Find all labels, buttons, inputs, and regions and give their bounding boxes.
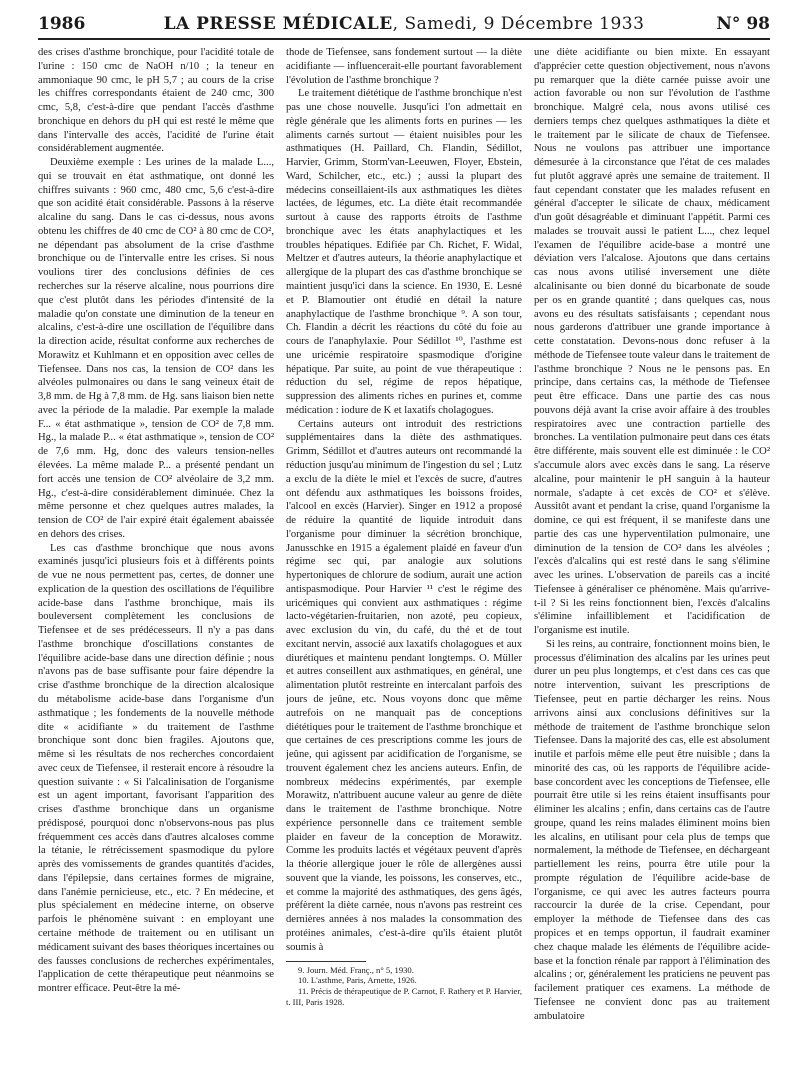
paragraph: Les cas d'asthme bronchique que nous avons examinés jusqu'ici plusieurs fois et à différents points de vue ne nous permettent pas, certes, de donner une explication de la question des oscillations de l'équilibre acide-base dans l'asthme bronchique, mais ils bouleversent complètement les conclusions de Tiefensee et de ses prédécesseurs. Il n'y a pas dans l'asthme bronchique d'oscillations constantes de l'équilibre acide-base dans une direction définie ; nous n'avons pas de base suffisante pour faire dépendre la crise d'asthme bronchique de la direction alcalosique du métabolisme acide-base dans l'organisme d'un asthmatique ; les fondements de la nouvelle méthode dite « acidifiante » du traitement de l'asthme bronchique sont donc bien fragiles. Ajoutons que, même si les résultats de nos recherches concordaient avec ceux de Tiefensee, il resterait encore à résoudre la question suivante : « Si l'alcalinisation de l'organisme est un agent important, favorisant l'apparition des crises d'asthme bronchique dans un organisme prédisposé, pourquoi donc n'observons-nous pas plus fréquemment ces accès dans d'autres alcaloses comme la tétanie, le rétrécissement spasmodique du pylore après des vomissements de grandes quantités d'acides, dans l'épilepsie, dans certaines formes de migraine, dans l'anémie pernicieuse, etc., etc. ? En médecine, et plus spécialement en médecine interne, on observe parfois le phénomène suivant : en employant une certaine méthode de traitement ou en utilisant un médicament suivant des bases théoriques incertaines ou des fausses conclusions de recherches expérimentales, l'application de cette thérapeutique peut néanmoins se montrer efficace. Peut-être la mé- <box>38 542 274 995</box>
page-header <box>38 10 770 40</box>
article-body <box>38 46 770 1074</box>
paragraph: une diète acidifiante ou bien mixte. En essayant d'apprécier cette question objectivement, nous n'avons pu remarquer que la diète carnée puisse avoir une action favorable ou non sur l'évolution de l'asthme bronchique. Malgré cela, nous avons utilisé ces derniers temps chez quelques asthmatiques la diète et le traitement par le silicate de chaux de Tiefensee. Nous ne voulons pas attribuer une importance démesurée à la circonstance que l'état de ces malades fut plutôt aggravé après une semaine de traitement. Il faut cependant constater que les malades refusent en général d'accepter le silicate de chaux, médicament d'un goût désagréable et diminuant l'appétit. Parmi ces malades se trouvait aussi le patient L..., chez lequel l'examen de l'équilibre acide-base a montré une déviation vers l'alcalose. Ajoutons que dans certains cas nous avons utilisé inversement une diète alcalinisante ou bien donné du bicarbonate de soude per os en grande quantité ; dans quelques cas, nous avons eu des résultats satisfaisants ; cependant nous nous garderons d'attribuer une grande importance à cette constatation. Devons-nous donc refuser à la méthode de Tiefensee toute valeur dans le traitement de l'asthme bronchique ? Nous ne le pensons pas. En principe, dans certains cas, la méthode de Tiefensee peut être efficace. Dans une partie des cas nous pouvons déjà avant la crise avoir affaire à des troubles respiratoires avec une contraction partielle des bronches. La ventilation pulmonaire peut dans ces états être différente, mais souvent elle est diminuée : le CO² s'accumule alors avec excès dans le sang. La réserve alcaline, pour maintenir le pH sanguin à la hauteur normale, s'adapte à cet excès de CO² et s'élève. Aussitôt avant et pendant la crise, quand l'organisme la domine, ce qui est fréquent, il se manifeste dans une partie des cas une hyperventilation pulmonaire, une diminution de la tension de CO² dans les alvéoles ; l'excès d'alcalins qui est resté dans le sang s'élimine avec les urines. L'observation de pareils cas a incité Tiefensee à généraliser ce phénomène. Mais qu'arrive-t-il ? Si les reins fonctionnent bien, l'excès d'alcalins s'élimine infailliblement et l'acidification de l'organisme est inutile. <box>534 47 770 637</box>
issue-number: N° 98 <box>716 14 770 34</box>
paragraph: Si les reins, au contraire, fonctionnent moins bien, le processus d'élimination des alcalins par les urines peut durer un peu plus longtemps, et c'est dans ces cas que notre intervention, suivant les prescriptions de Tiefensee, peut en partie décharger les reins. Nous arrivons ainsi aux conclusions définitives sur la méthode de traitement de l'asthme bronchique selon Tiefensee. Dans la majorité des cas, elle est absolument inutile et parfois même elle peut être nuisible ; dans la minorité des cas, où les rapports de l'équilibre acide-base concordent avec les conceptions de Tiefensee, elle pourrait être utile si les reins étaient insuffisants pour éliminer les alcalins ; enfin, dans certains cas de l'autre groupe, quand les reins malades éliminent moins bien les alcalins, en utilisant pour cela plus de temps que normalement, la méthode de Tiefensee, en déchargeant partiellement les reins, pourra être utile pour la prompte régulation de l'équilibre acide-base de l'organisme, ce qui avec les autres facteurs pourra raccourcir la durée de la crise. Cependant, pour employer la méthode de Tiefensee dans des cas propices et en temps opportun, il faudrait examiner chez chaque malade les éléments de l'équilibre acide-base et la fonction rénale par rapport à l'élimination des alcalins ; or, généralement les praticiens ne peuvent pas facilement pratiquer ces examens. La méthode de Tiefensee ne convient donc pas au traitement ambulatoire <box>534 638 770 1022</box>
page-number: 1986 <box>38 14 86 34</box>
column-3 <box>534 46 770 1074</box>
footnote: 10. L'asthme, Paris, Arnette, 1926. <box>298 975 417 986</box>
paragraph: des crises d'asthme bronchique, pour l'acidité totale de l'urine : 150 cmc de NaOH n/10 ; la teneur en ammoniaque 90 cmc, le pH 5,7 ; au cours de la crise les chiffres correspondants étaient de 240 cmc, 300 cmc, 5,8, c'est-à-dire que pendant l'accès d'asthme bronchique en dehors du pH qui est resté le même que dans l'intervalle des accès, l'acidité de l'urine était considérablement augmentée. <box>38 47 274 155</box>
paragraph: Le traitement diététique de l'asthme bronchique n'est pas une chose nouvelle. Jusqu'ici l'on admettait en règle générale que les aliments forts en purines — les aliments carnés surtout — étaient nuisibles pour les asthmatiques (H. Paillard, Ch. Flandin, Sédillot, Harvier, Grimm, Storm'van-Leeuwen, Floyer, Ebstein, Ward, Schilcher, etc., etc.) ; aussi la plupart des médecins conseillaient-ils aux asthmatiques les diètes lactées, de légumes, etc. La diète était recommandée surtout à cause des rapports étroits de l'asthme bronchique avec les états anaphylactiques et les troubles hépatiques. Edifiée par Ch. Richet, F. Widal, Meltzer et d'autres auteurs, la théorie anaphylactique et allergique de la plupart des cas d'asthme bronchique se maintient jusqu'ici dans la science. En 1930, E. Lesné et P. Blamoutier ont étudié en détail la nature anaphylactique de l'asthme bronchique ⁹. A son tour, Ch. Flandin a décrit les réactions du côté du foie au cours de l'anaphylaxie. Pour Sédillot ¹⁰, l'asthme est une uricémie respiratoire spasmodique d'origine hépatique. Par suite, au point de vue thérapeutique : réduction du sel, régime de repos hépatique, suppression des aliments riches en purines et, comme médication : iodure de K et laxatifs cholagogues. <box>286 88 522 416</box>
footnote: 11. Précis de thérapeutique de P. Carnot, F. Rathery et P. Harvier, t. III, Paris 1928. <box>286 986 522 1007</box>
paragraph: Certains auteurs ont introduit des restrictions supplémentaires dans la diète des asthmatiques. Grimm, Sédillot et d'autres auteurs ont recommandé la réduction jusqu'au minimum de l'ingestion du sel ; Lutz a exclu de la diète le miel et l'excès de sucre, d'autres ont défendu aux asthmatiques les boissons froides, l'alcool en excès (Harvier). Singer en 1912 a proposé de réduire la quantité de liquide introduit dans l'organisme pour diminuer la sécrétion bronchique, Janusschke en 1915 a également plaidé en faveur d'un régime sec qui, par analogie aux solutions hypertoniques de chlorure de sodium, aurait une action antispasmodique. Pour Harvier ¹¹ c'est le régime des uricémiques qui convient aux asthmatiques : régime lacto-végétarien-fruitarien, non azoté, peu copieux, avec exclusion du vin, du café, du thé et de tout excitant nervin, associé aux laxatifs cholagogues et aux diurétiques et maintenu pendant longtemps. O. Müller et autres conseillent aux asthmatiques, en général, une alimentation plutôt restreinte en intercalant parfois des jours de jeûne, etc. Nous voyons donc que même autrefois on ne manquait pas de conceptions diététiques pour le traitement de l'asthme bronchique et que certaines de ces prescriptions comme les jours de jeûne, qui agissent par acidification de l'organisme, se trouvent également chez les anciens auteurs. Enfin, de nombreux médecins expérimentés, par exemple Morawitz, n'attribuent aucune valeur au genre de diète dans le traitement de l'asthme bronchique. Notre expérience personnelle dans ce traitement semble plaider en faveur de la conception de Morawitz. Comme les produits lactés et végétaux peuvent d'après la théorie allergique jouer le rôle de allergènes aussi souvent que la viande, les poissons, les conserves, etc., et comme la majorité des asthmatiques, des gens âgés, préfèrent la diète carnée, nous n'avons pas restreint ces dernières années à nos malades la consommation des protéines animales, c'est-à-dire qu'ils étaient plutôt soumis à <box>286 418 522 953</box>
column-1 <box>38 46 274 1074</box>
journal-title <box>118 14 690 34</box>
issue-date: , Samedi, 9 Décembre 1933 <box>392 14 645 34</box>
footnote: 9. Journ. Méd. Franç., n° 5, 1930. <box>298 964 414 975</box>
journal-name: LA PRESSE MÉDICALE <box>163 14 393 34</box>
paragraph: thode de Tiefensee, sans fondement surtout — la diète acidifiante — influencerait-elle pourtant favorablement l'évolution de l'asthme bronchique ? <box>286 47 522 86</box>
footnote-divider <box>286 961 366 962</box>
paragraph: Deuxième exemple : Les urines de la malade L..., qui se trouvait en état asthmatique, ont donné les chiffres suivants : 960 cmc, 480 cmc, 5,6 c'est-à-dire que son acidité était considérable. Passons à la réserve alcaline du sang. Dans le cas ci-dessus, nous avons obtenu les chiffres de 40 cmc de CO² à 80 cmc de CO², ne dépendant pas absolument de la crise d'asthme bronchique ou de l'intervalle entre les crises. Si nous voulions tirer des conclusions définies de ces recherches sur la réserve alcaline, nous pourrions dire que c'est plutôt dans les périodes d'intensité de la maladie qu'on constate une diminution de la teneur en alcalins, c'est-à-dire une oscillation de l'équilibre dans la direction acide, résultat conforme aux recherches de Morawitz et Kuhlmann et en opposition avec celles de Tiefensee. Dans nos cas, la tension de CO² dans les alvéoles pulmonaires ou dans le sang veineux était de 3,8 mm. de Hg à 7,8 mm. de Hg. sans liaison bien nette avec la période de la maladie. Par exemple la malade F... « état asthmatique », tension de CO² de 7,8 mm. Hg., la malade P... « état asthmatique », tension de CO² de 7,6 mm. Hg, donc des valeurs tension-nelles élevées. La même malade P... a présenté pendant un fort accès une tension de CO² alvéolaire de 3,2 mm. Hg., c'est-à-dire considérablement diminuée. Chez la même personne et chez quelques autres malades, la tension de CO² de l'air expiré était également abaissée en dehors des crises. <box>38 157 274 540</box>
column-2 <box>286 46 522 1074</box>
